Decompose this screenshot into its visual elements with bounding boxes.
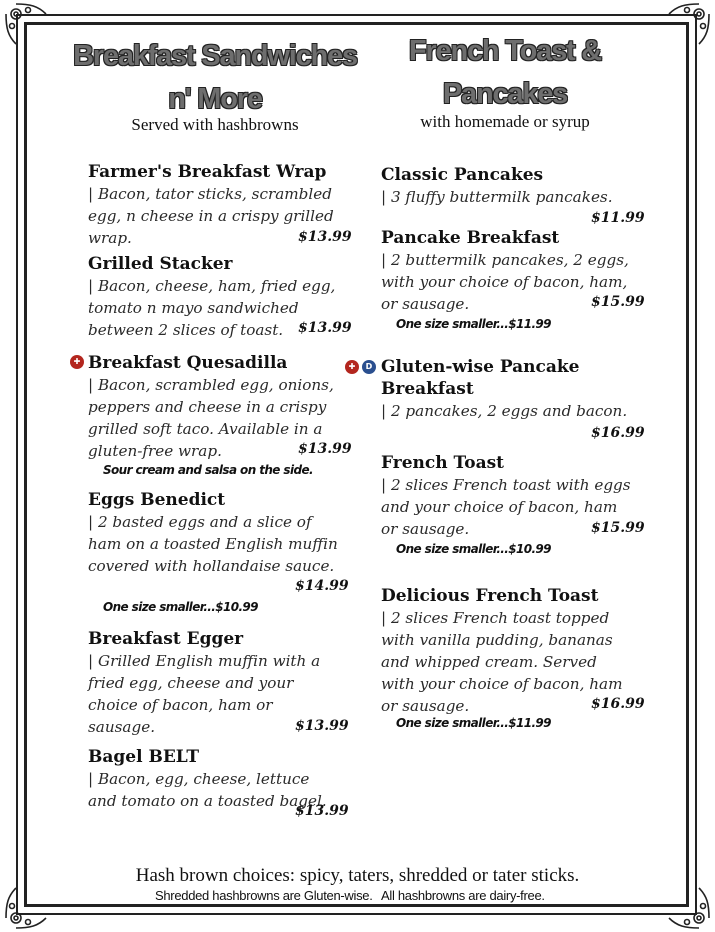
item-price: $13.99 xyxy=(298,229,352,245)
item-description: | Bacon, scrambled egg, onions, peppers and cheese in a crispy grilled soft taco. Available in a gluten-free wrap. xyxy=(88,376,334,460)
dairy-note: All hashbrowns are dairy-free. xyxy=(381,888,545,903)
corner-flourish-icon xyxy=(4,2,48,46)
item-name: Bagel BELT xyxy=(88,747,200,767)
item-name: Delicious French Toast xyxy=(381,586,599,606)
item-description: | 2 buttermilk pancakes, 2 eggs, with your choice of bacon, ham, or sausage. xyxy=(381,251,629,313)
right-heading-line1: French Toast & xyxy=(408,35,602,67)
right-heading-block xyxy=(365,30,645,132)
item-name: Grilled Stacker xyxy=(88,254,233,274)
item-description: | 3 fluffy buttermilk pancakes. xyxy=(381,188,613,206)
dairy-free-icon: D xyxy=(362,360,376,374)
right-subheading: with homemade or syrup xyxy=(420,112,590,131)
menu-item xyxy=(88,489,340,577)
item-note: One size smaller...$11.99 xyxy=(396,716,551,730)
hashbrown-choices: Hash brown choices: spicy, taters, shredded or tater sticks. xyxy=(135,865,580,886)
item-description: | Grilled English muffin with a fried egg, cheese and your choice of bacon, ham or sausage. xyxy=(88,652,321,736)
item-name: Gluten-wise Pancake Breakfast xyxy=(381,357,580,399)
item-name: Eggs Benedict xyxy=(88,490,226,510)
item-name: Farmer's Breakfast Wrap xyxy=(88,162,327,182)
item-price: $14.99 xyxy=(295,578,349,594)
item-description: | 2 slices French toast with eggs and your choice of bacon, ham or sausage. xyxy=(381,476,631,538)
item-price: $13.99 xyxy=(295,803,349,819)
corner-flourish-icon xyxy=(667,886,711,930)
right-heading-line2: Pancakes xyxy=(442,78,568,110)
gluten-free-icon: ✚ xyxy=(70,355,84,369)
item-name: Pancake Breakfast xyxy=(381,228,560,248)
item-price: $15.99 xyxy=(591,294,645,310)
item-price: $16.99 xyxy=(591,425,645,441)
item-description: | Bacon, egg, cheese, lettuce and tomato on a toasted bagel. xyxy=(88,770,327,810)
item-description: | 2 basted eggs and a slice of ham on a toasted English muffin covered with hollandaise sauce. xyxy=(88,513,338,575)
gluten-free-icon: ✚ xyxy=(345,360,359,374)
item-description: | Bacon, tator sticks, scrambled egg, n cheese in a crispy grilled wrap. xyxy=(88,185,334,247)
corner-flourish-icon xyxy=(667,2,711,46)
item-note: One size smaller...$10.99 xyxy=(103,600,258,614)
item-name: Classic Pancakes xyxy=(381,165,544,185)
item-name: French Toast xyxy=(381,453,505,473)
item-price: $16.99 xyxy=(591,696,645,712)
item-description: | 2 slices French toast topped with vanilla pudding, bananas and whipped cream. Served with your choice of bacon, ham or sausage. xyxy=(381,609,623,715)
item-price: $11.99 xyxy=(591,210,645,226)
left-heading-line1: Breakfast Sandwiches xyxy=(73,40,357,72)
item-description: | Bacon, cheese, ham, fried egg, tomato n mayo sandwiched between 2 slices of toast. xyxy=(88,277,336,339)
corner-flourish-icon xyxy=(4,886,48,930)
item-description: | 2 pancakes, 2 eggs and bacon. xyxy=(381,402,628,420)
item-name: Breakfast Egger xyxy=(88,629,244,649)
left-subheading: Served with hashbrowns xyxy=(131,115,299,134)
item-price: $13.99 xyxy=(298,441,352,457)
item-price: $13.99 xyxy=(295,718,349,734)
left-heading-block xyxy=(70,35,360,135)
item-note: Sour cream and salsa on the side. xyxy=(103,463,313,477)
item-name: Breakfast Quesadilla xyxy=(88,353,288,373)
gluten-note: Shredded hashbrowns are Gluten-wise. xyxy=(155,888,373,903)
menu-item xyxy=(381,164,631,208)
item-price: $15.99 xyxy=(591,520,645,536)
item-note: One size smaller...$10.99 xyxy=(396,542,551,556)
item-price: $13.99 xyxy=(298,320,352,336)
item-note: One size smaller...$11.99 xyxy=(396,317,551,331)
menu-item xyxy=(381,356,631,422)
left-heading-line2: n' More xyxy=(168,83,262,115)
